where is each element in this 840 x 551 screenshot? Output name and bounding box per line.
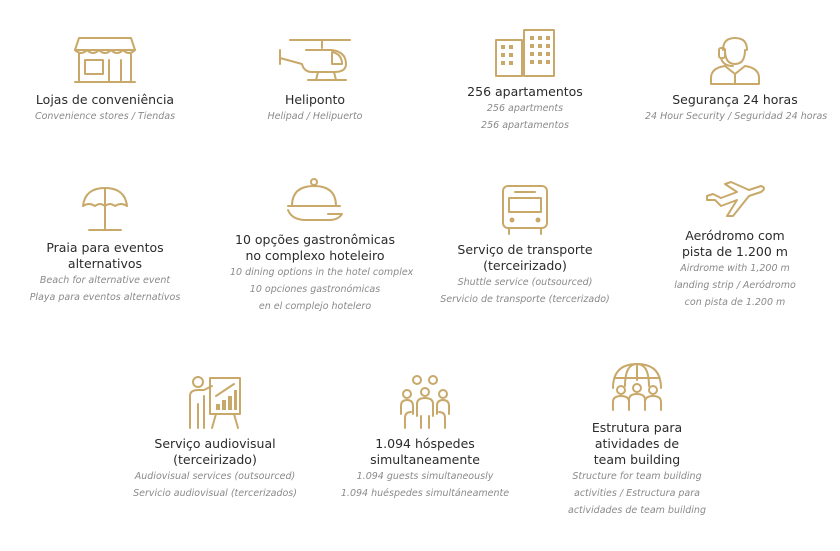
presentation-board-icon <box>130 374 300 430</box>
feature-title: 1.094 hóspedes simultaneamente <box>370 436 480 467</box>
feature-subtitle: Shuttle service (outsourced) Servicio de transporte (tercerizado) <box>440 277 610 305</box>
buildings-icon <box>440 26 610 78</box>
airplane-icon <box>650 178 820 222</box>
people-group-icon <box>340 374 510 430</box>
feature-title: Serviço audiovisual (terceirizado) <box>154 436 276 467</box>
feature-subtitle: 24 Hour Security / Seguridad 24 horas <box>645 111 828 122</box>
feature-dining <box>230 176 414 315</box>
beach-umbrella-icon <box>20 184 190 234</box>
feature-apartments <box>440 26 610 134</box>
feature-audiovisual <box>130 374 300 502</box>
feature-title: Lojas de conveniência <box>35 92 175 107</box>
feature-subtitle: Structure for team building activities / Estructura para actividades de team building <box>568 471 706 516</box>
feature-subtitle: Convenience stores / Tiendas <box>34 111 176 122</box>
storefront-icon <box>20 34 190 86</box>
feature-subtitle: 1.094 guests simultaneously 1.094 huéspedes simultáneamente <box>340 471 510 499</box>
feature-title: 256 apartamentos <box>467 84 583 99</box>
feature-helipad <box>230 34 400 125</box>
feature-subtitle: Beach for alternative event Playa para eventos alternativos <box>29 275 181 303</box>
feature-transport <box>440 184 610 308</box>
feature-subtitle: Audiovisual services (outsourced) Servicio audiovisual (tercerizados) <box>133 471 297 499</box>
feature-title: Praia para eventos alternativos <box>46 240 164 271</box>
feature-beach <box>20 184 190 306</box>
feature-title: Aeródromo com pista de 1.200 m <box>682 228 788 259</box>
feature-title: Estrutura para atividades de team building <box>591 420 683 467</box>
feature-subtitle: 10 dining options in the hotel complex 10 opciones gastronómicas en el complejo hotelero <box>230 267 414 312</box>
bus-icon <box>440 184 610 236</box>
feature-title: Serviço de transporte (terceirizado) <box>457 242 593 273</box>
helicopter-icon <box>230 34 400 86</box>
feature-subtitle: 256 apartments 256 apartamentos <box>481 103 569 131</box>
feature-subtitle: Airdrome with 1,200 m landing strip / Aeródromo con pista de 1.200 m <box>674 263 796 308</box>
feature-guests <box>340 374 510 502</box>
feature-title: 10 opções gastronômicas no complexo hoteleiro <box>235 232 395 263</box>
feature-title: Heliponto <box>284 92 346 107</box>
feature-title: Segurança 24 horas <box>672 92 798 107</box>
security-guard-icon <box>645 34 825 86</box>
food-cloche-icon <box>230 176 400 226</box>
feature-convenience-stores <box>20 34 190 125</box>
feature-team-building <box>552 360 722 519</box>
feature-airdrome <box>650 178 820 311</box>
feature-security <box>645 34 828 125</box>
team-globe-icon <box>552 360 722 414</box>
feature-subtitle: Helipad / Helipuerto <box>267 111 363 122</box>
